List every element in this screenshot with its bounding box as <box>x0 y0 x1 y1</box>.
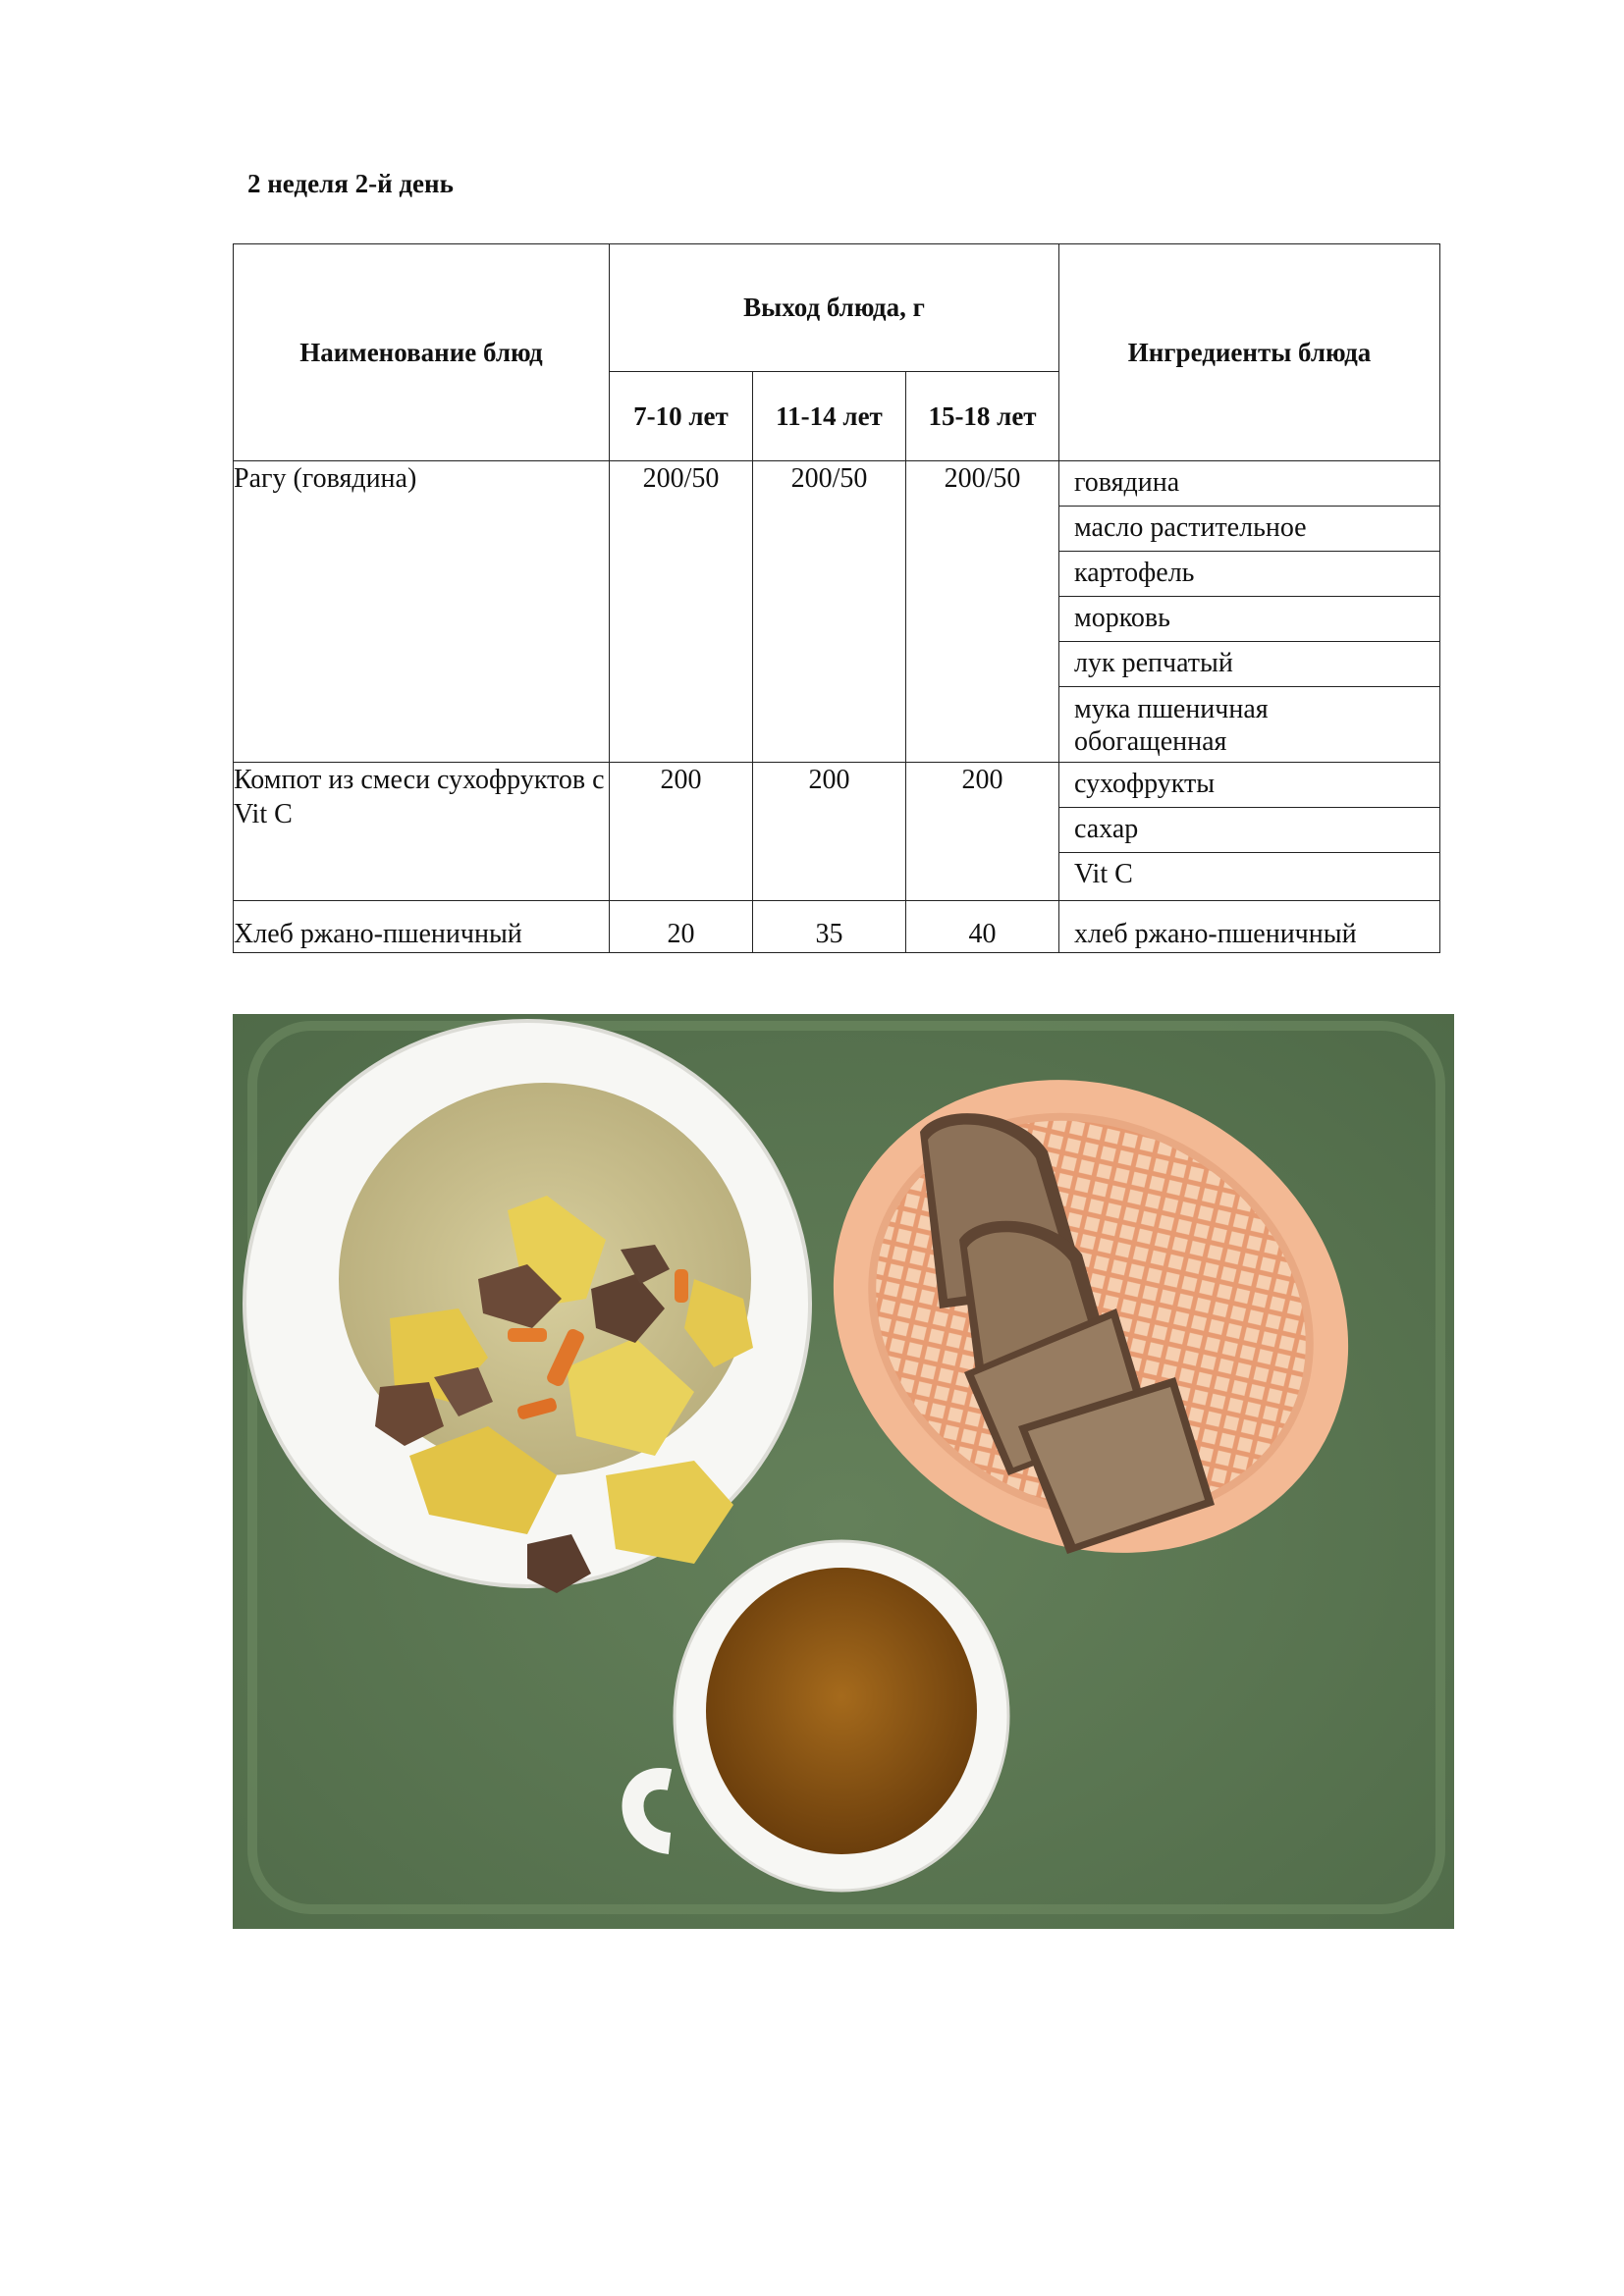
yield-value: 200/50 <box>610 461 753 763</box>
dish-name: Компот из смеси сухофруктов с Vit C <box>234 763 610 901</box>
yield-value: 35 <box>753 901 906 953</box>
table-row <box>234 901 1440 953</box>
ingredient-item: хлеб ржано-пшеничный <box>1074 919 1357 949</box>
ingredient-list <box>1059 461 1440 763</box>
table-row <box>234 763 1440 901</box>
header-age-11-14: 11-14 лет <box>753 372 906 461</box>
stew-bowl-icon <box>244 1021 810 1593</box>
yield-value: 200 <box>906 763 1059 901</box>
ingredient-list <box>1059 901 1440 953</box>
header-dish-name: Наименование блюд <box>234 244 610 461</box>
table-row <box>234 461 1440 763</box>
yield-value: 200 <box>753 763 906 901</box>
ingredient-item: говядина <box>1059 461 1439 507</box>
ingredient-item: Vit C <box>1074 859 1133 889</box>
ingredient-item: лук репчатый <box>1059 642 1439 687</box>
dish-name: Рагу (говядина) <box>234 461 610 763</box>
yield-value: 40 <box>906 901 1059 953</box>
yield-value: 200 <box>610 763 753 901</box>
dish-name: Хлеб ржано-пшеничный <box>234 901 610 953</box>
header-yield: Выход блюда, г <box>610 244 1059 372</box>
yield-value: 200/50 <box>906 461 1059 763</box>
meal-photo-svg <box>233 1014 1454 1929</box>
header-age-7-10: 7-10 лет <box>610 372 753 461</box>
meal-photo <box>233 1014 1454 1929</box>
menu-table <box>233 243 1440 953</box>
ingredient-item: морковь <box>1059 597 1439 642</box>
yield-value: 200/50 <box>753 461 906 763</box>
ingredient-item: мука пшеничная обогащенная <box>1074 694 1269 757</box>
header-age-15-18: 15-18 лет <box>906 372 1059 461</box>
ingredient-item: картофель <box>1059 552 1439 597</box>
ingredient-item: масло растительное <box>1059 507 1439 552</box>
ingredient-item: сахар <box>1059 808 1439 853</box>
page-heading: 2 неделя 2-й день <box>247 169 454 198</box>
ingredient-item: сухофрукты <box>1059 763 1439 808</box>
header-ingredients: Ингредиенты блюда <box>1059 244 1440 461</box>
ingredient-list <box>1059 763 1440 901</box>
yield-value: 20 <box>610 901 753 953</box>
